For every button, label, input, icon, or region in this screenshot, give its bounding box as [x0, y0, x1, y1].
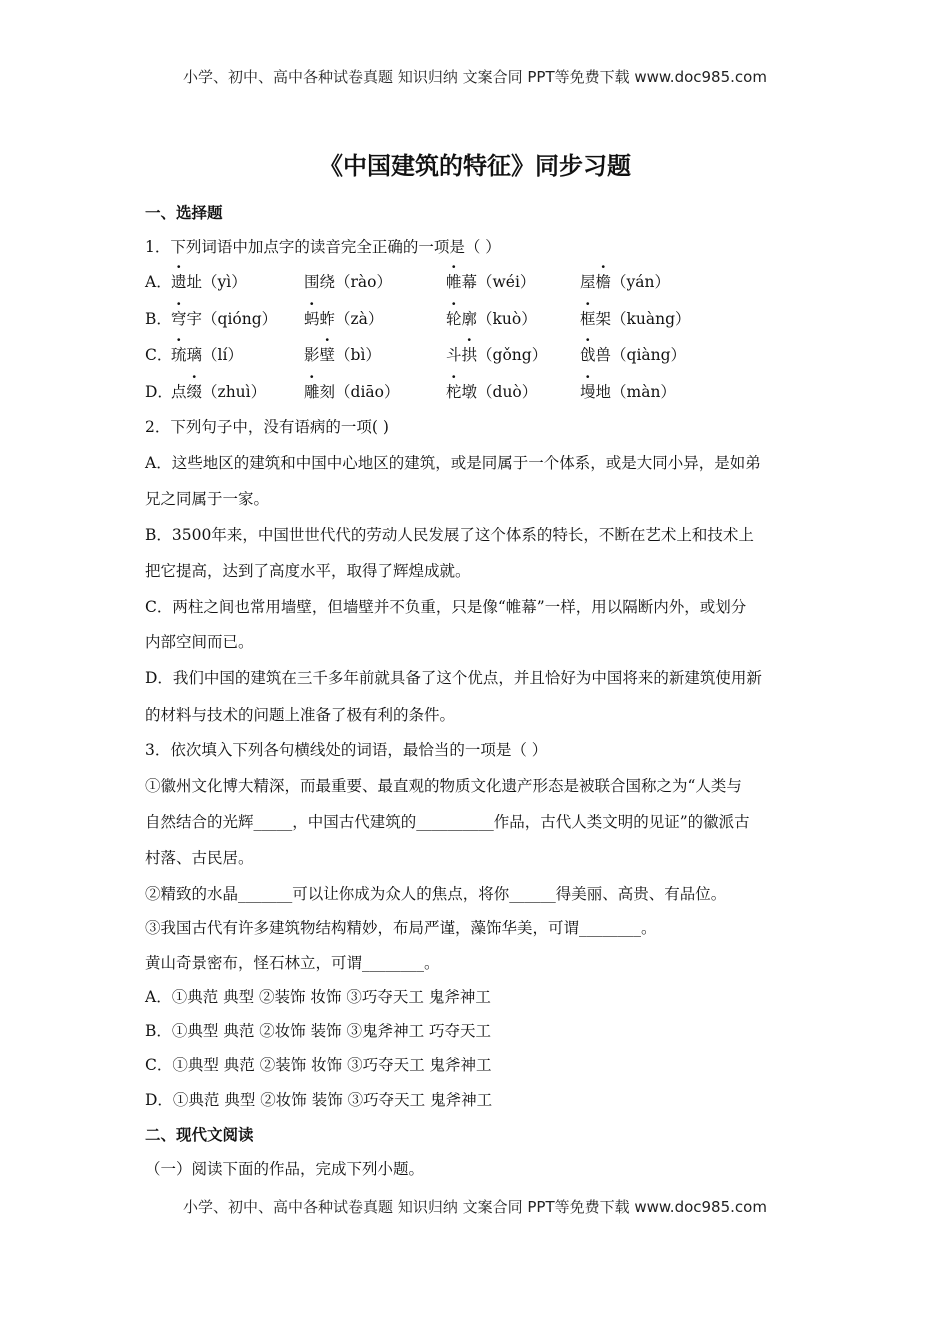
question-2-line: 把它提高，达到了高度水平，取得了辉煌成就。 — [145, 562, 471, 580]
question-2-line: 兄之同属于一家。 — [145, 490, 270, 508]
option-c-word-2: 影壁（bì） — [304, 346, 381, 364]
page-title: 《中国建筑的特征》同步习题 — [319, 152, 631, 180]
question-3-option: D．①典范 典型 ②妆饰 装饰 ③巧夺天工 鬼斧神工 — [145, 1091, 493, 1109]
question-3-option: C．①典型 典范 ②装饰 妆饰 ③巧夺天工 鬼斧神工 — [145, 1056, 492, 1074]
question-3-stem: 3．依次填入下列各句横线处的词语，最恰当的一项是（ ） — [145, 741, 548, 759]
passage-intro: （一）阅读下面的作品，完成下列小题。 — [145, 1160, 425, 1178]
question-2-line: D．我们中国的建筑在三千多年前就具备了这个优点，并且恰好为中国将来的新建筑使用新 — [145, 669, 762, 687]
option-d-word-3: 柁墩（duò） — [446, 383, 538, 401]
question-3-line: 黄山奇景密布，怪石林立，可谓________。 — [145, 954, 440, 972]
option-a-word-4: 屋檐（yán） — [580, 273, 671, 291]
option-b-word-4: 框架（kuàng） — [580, 310, 691, 328]
question-2-line: A．这些地区的建筑和中国中心地区的建筑，或是同属于一个体系，或是大同小异，是如弟 — [145, 454, 761, 472]
question-3-line: ①徽州文化博大精深，而最重要、最直观的物质文化遗产形态是被联合国称之为“人类与 — [145, 777, 742, 795]
question-3-line: 自然结合的光辉_____，中国古代建筑的__________作品，古代人类文明的见证”的徽派古 — [145, 813, 750, 831]
section-heading-choice: 一、选择题 — [145, 204, 223, 222]
section-heading-reading: 二、现代文阅读 — [145, 1126, 254, 1144]
option-a-word-2: 围绕（rào） — [304, 273, 392, 291]
option-c-word-4: 戗兽（qiàng） — [580, 346, 687, 364]
option-c-label: C． — [145, 346, 173, 364]
option-b-word-2: 蚂蚱（zà） — [304, 310, 384, 328]
question-3-line: ③我国古代有许多建筑物结构精妙，布局严谨，藻饰华美，可谓________。 — [145, 919, 657, 937]
option-d-label: D． — [145, 383, 173, 401]
question-3-option: A．①典范 典型 ②装饰 妆饰 ③巧夺天工 鬼斧神工 — [145, 988, 491, 1006]
question-1-stem: 1．下列词语中加点字的读音完全正确的一项是（ ） — [145, 238, 501, 256]
question-2-line: 的材料与技术的问题上准备了极有利的条件。 — [145, 706, 456, 724]
question-2-line: 内部空间而已。 — [145, 633, 254, 651]
question-3-option: B．①典型 典范 ②妆饰 装饰 ③鬼斧神工 巧夺天工 — [145, 1022, 492, 1040]
page-footer: 小学、初中、高中各种试卷真题 知识归纳 文案合同 PPT等免费下载 www.doc985.com — [183, 1198, 767, 1216]
option-d-word-4: 墁地（màn） — [580, 383, 676, 401]
question-2-stem: 2．下列句子中，没有语病的一项( ) — [145, 418, 389, 436]
option-a-label: A． — [145, 273, 172, 291]
option-a-word-1: 遗址（yì） — [171, 273, 247, 291]
option-b-word-3: 轮廓（kuò） — [446, 310, 537, 328]
question-3-line: 村落、古民居。 — [145, 849, 254, 867]
option-d-word-1: 点缀（zhuì） — [171, 383, 267, 401]
question-2-line: C．两柱之间也常用墙壁，但墙壁并不负重，只是像“帷幕”一样，用以隔断内外，或划分 — [145, 598, 747, 616]
question-2-line: B．3500年来，中国世世代代的劳动人民发展了这个体系的特长，不断在艺术上和技术上 — [145, 526, 754, 544]
option-b-label: B． — [145, 310, 172, 328]
question-3-line: ②精致的水晶_______可以让你成为众人的焦点，将你______得美丽、高贵、有品位。 — [145, 885, 727, 903]
option-d-word-2: 雕刻（diāo） — [304, 383, 400, 401]
page-header: 小学、初中、高中各种试卷真题 知识归纳 文案合同 PPT等免费下载 www.doc985.com — [183, 68, 767, 86]
option-b-word-1: 穹宇（qióng） — [171, 310, 278, 328]
option-c-word-1: 琉璃（lí） — [171, 346, 243, 364]
option-a-word-3: 帷幕（wéi） — [446, 273, 536, 291]
option-c-word-3: 斗拱（gǒng） — [446, 346, 548, 364]
